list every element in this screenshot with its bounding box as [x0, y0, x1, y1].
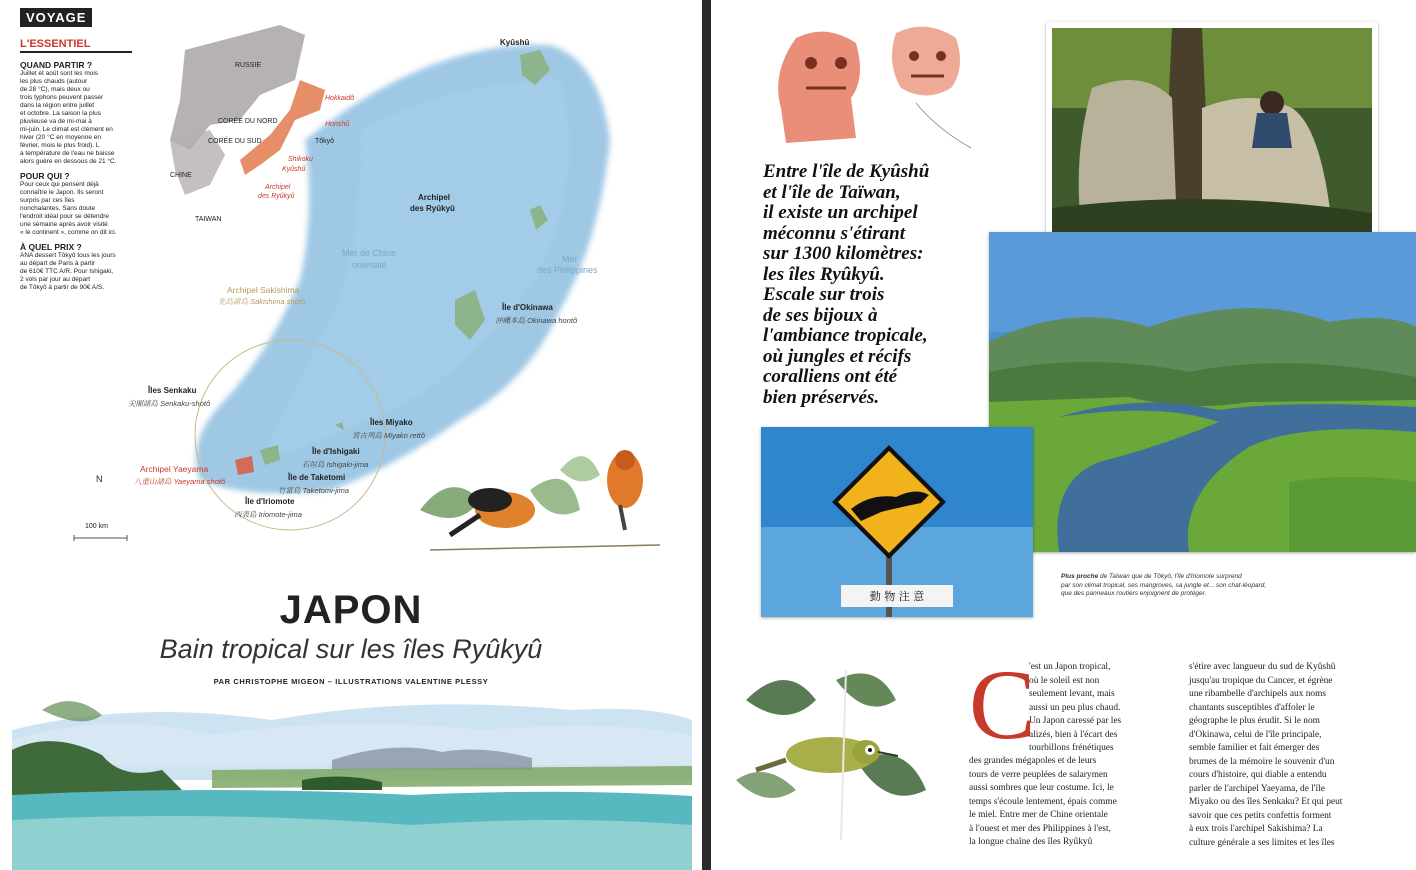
essentiel-line: connaître le Japon. Ils seront: [20, 189, 104, 196]
mangrove-photo: [989, 232, 1416, 552]
caption-line: que des panneaux routiers enjoignent de protéger.: [1061, 590, 1207, 597]
article-line: où le soleil est non: [1029, 675, 1100, 686]
lede-line: Entre l'île de Kyûshû: [763, 161, 930, 182]
label-coree-sud: CORÉE DU SUD: [208, 138, 262, 145]
article-byline: PAR CHRISTOPHE MIGEON – ILLUSTRATIONS VALENTINE PLESSY: [213, 677, 489, 686]
essentiel-line: au départ de Paris à partir: [20, 260, 96, 267]
label-miyako-jp: 宮古列島 Miyako rettô: [352, 431, 425, 440]
article-line: à l'ouest et mer des Philippines à l'est,: [969, 823, 1111, 834]
lede-line: bien préservés.: [763, 386, 880, 408]
article-line: le miel. Entre mer de Chine orientale: [969, 810, 1108, 820]
sign-text: 動 物 注 意: [869, 590, 925, 603]
essentiel-line: les plus chauds (autour: [20, 78, 88, 85]
essentiel-line: nonchalantes. Sans doute: [20, 205, 96, 212]
mangrove-photo-image: [989, 232, 1416, 552]
scale-label: 100 km: [85, 523, 108, 530]
caption-line: de Taïwan que de Tôkyô, l'île d'Iriomote surprend: [1098, 573, 1242, 580]
lede-line: sur 1300 kilomètres:: [763, 243, 924, 264]
article-line: seulement levant, mais: [1029, 689, 1115, 699]
label-archipel-ryukyu-1: Archipel: [418, 193, 451, 202]
article-line: une ribambelle d'archipels aux noms: [1189, 689, 1327, 699]
essentiel-line: 2 vols par jour au départ: [20, 276, 91, 283]
scale-bar-icon: [72, 530, 132, 542]
article-line: Un Japon caressé par les: [1029, 716, 1122, 726]
label-okinawa: Île d'Okinawa: [502, 303, 553, 312]
label-mer-chine-2: orientale: [352, 260, 387, 270]
label-iriomote-jp: 西表島 Iriomote-jima: [234, 510, 302, 519]
essentiel-line: de 610€ TTC A/R. Pour Ishigaki,: [20, 268, 114, 275]
article-line: chantants susceptibles d'affoler le: [1189, 702, 1315, 713]
article-col1-bottom: [969, 755, 1175, 850]
article-line: temps s'écoule lentement, épais comme: [969, 796, 1117, 807]
essentiel-line: l'endroit idéal pour se détendre: [20, 213, 110, 220]
lede-paragraph: [763, 162, 963, 408]
label-tokyo: Tôkyô: [315, 138, 335, 145]
essentiel-line: alors guère en dessous de 21 °C.: [20, 158, 117, 165]
article-line: semble familier et fait émerger des: [1189, 743, 1320, 753]
label-taketomi-jp: 竹富島 Taketomi-jima: [278, 486, 349, 495]
label-senkaku: Îles Senkaku: [148, 386, 197, 395]
essentiel-line: de 28 °C), mais deux ou: [20, 86, 90, 93]
essentiel-line: et octobre. La saison la plus: [20, 110, 101, 117]
label-senkaku-jp: 尖閣諸島 Senkaku-shotô: [128, 399, 211, 408]
label-coree-nord: CORÉE DU NORD: [218, 118, 278, 125]
label-mer-philippines-2: des Philippines: [537, 265, 598, 275]
label-mer-chine-1: Mer de Chine: [342, 248, 397, 258]
sign-photo: [761, 427, 1033, 617]
article-line: jusqu'au tropique du Cancer, et égrène: [1189, 675, 1333, 686]
article-line: des grandes mégapoles et de leurs: [969, 756, 1097, 766]
jungle-photo: [1046, 22, 1378, 252]
lede-line: il existe un archipel: [763, 202, 918, 223]
article-subtitle: Bain tropical sur les îles Ryûkyû: [159, 634, 543, 664]
essentiel-line: de Tôkyô à partir de 90€ A/S.: [20, 284, 105, 291]
article-title: JAPON: [279, 588, 423, 632]
label-hokkaido: Hokkaidô: [325, 95, 355, 102]
label-ishigaki: Île d'Ishigaki: [312, 447, 360, 456]
label-yaeyama-jp: 八重山諸島 Yaeyama shotô: [134, 477, 226, 486]
lede-line: et l'île de Taïwan,: [763, 181, 901, 203]
right-page: [711, 0, 1416, 870]
label-archipel-ryukyu-2: des Ryûkyû: [410, 204, 455, 213]
label-honshu: Honshû: [325, 121, 350, 128]
label-kyushu-inset: Kyûshû: [282, 166, 306, 173]
label-sakishima-jp: 先島諸島 Sakishima shotô: [218, 297, 306, 306]
north-arrow-icon: N: [96, 474, 103, 484]
essentiel-line: mi-juin. Le climat est clément en: [20, 126, 113, 133]
bird-illustration: [410, 430, 680, 570]
lede-line: coralliens ont été: [763, 366, 898, 387]
label-shikoku: Shikoku: [288, 156, 313, 163]
label-chine: CHINE: [170, 172, 192, 179]
label-miyako: Îles Miyako: [370, 418, 413, 427]
white-eye-bird-illustration: [726, 660, 946, 850]
shisa-illustration: [756, 18, 986, 158]
article-line: alizés, bien à l'écart des: [1029, 729, 1118, 740]
drop-cap: C: [969, 649, 1036, 760]
article-line: Miyako ou des îles Senkaku? Et qui peut: [1189, 797, 1343, 807]
label-iriomote: Île d'Iriomote: [245, 497, 295, 506]
article-line: tours de verre peuplées de salarymen: [969, 769, 1108, 780]
essentiel-line: a température de l'eau ne baisse: [20, 150, 115, 157]
label-sakishima: Archipel Sakishima: [227, 285, 300, 295]
article-line: s'étire avec langueur du sud de Kyûshû: [1189, 662, 1336, 672]
essentiel-line: Pour ceux qui pensent déjà: [20, 181, 99, 188]
article-line: parler de l'archipel Yaeyama, de l'île: [1189, 783, 1325, 794]
lede-line: Escale sur trois: [763, 284, 885, 305]
label-yaeyama: Archipel Yaeyama: [140, 464, 209, 474]
article-line: aussi sombres que leur costume. Ici, le: [969, 783, 1114, 793]
label-mer-philippines-1: Mer: [562, 254, 578, 264]
essentiel-line: dans la région entre juillet: [20, 102, 95, 109]
essentiel-line: « le continent », comme on dit ici.: [20, 229, 117, 236]
essentiel-line: février, mois le plus froid). L: [20, 142, 100, 149]
label-archipel-inset-1: Archipel: [265, 184, 291, 191]
article-line: culture générale a ses limites et les îles: [1189, 837, 1335, 848]
essentiel-line: Juillet et août sont les mois: [20, 70, 99, 77]
article-line: aussi un peu plus chaud.: [1029, 702, 1121, 713]
article-line: à eux trois l'archipel Sakishima? La: [1189, 824, 1323, 834]
essentiel-sidebar: [20, 40, 132, 292]
article-line: brumes de la mémoire le souvenir d'un: [1189, 756, 1335, 767]
essentiel-line: trois typhons peuvent passer: [20, 94, 104, 101]
essentiel-heading-when: QUAND PARTIR ?: [20, 60, 93, 70]
article-line: savoir que ces petits confettis forment: [1189, 810, 1332, 821]
article-line: 'est un Japon tropical,: [1029, 662, 1111, 672]
label-taiwan: TAIWAN: [195, 216, 222, 223]
essentiel-heading-price: À QUEL PRIX ?: [20, 242, 82, 252]
article-line: cours d'histoire, qui diable a entendu: [1189, 770, 1327, 780]
article-line: tourbillons frénétiques: [1029, 743, 1114, 753]
essentiel-line: surpris par ces îles: [20, 197, 75, 204]
article-line: la longue chaîne des îles Ryûkyû: [969, 837, 1093, 847]
lede-line: l'ambiance tropicale,: [763, 325, 928, 346]
label-taketomi: Île de Taketomi: [288, 473, 346, 482]
article-col1-top: [1029, 661, 1175, 756]
lagoon-watercolor: [12, 690, 692, 870]
label-ishigaki-jp: 石垣島 Ishigaki-jima: [302, 460, 369, 469]
article-line: d'Okinawa, celui de l'île principale,: [1189, 729, 1322, 740]
photo-caption: [1061, 573, 1321, 599]
caption-line: par son climat tropical, ses mangroves, sa jungle et... son chat-léopard,: [1061, 581, 1267, 589]
essentiel-line: hiver (20 °C en moyenne en: [20, 134, 102, 141]
lede-line: méconnu s'étirant: [763, 222, 905, 244]
label-archipel-inset-2: des Ryûkyû: [258, 193, 295, 200]
essentiel-heading-who: POUR QUI ?: [20, 171, 70, 181]
lede-line: où jungles et récifs: [763, 345, 912, 367]
left-page: [0, 0, 702, 870]
essentiel-title: L'ESSENTIEL: [20, 40, 132, 53]
lede-line: de ses bijoux à: [763, 304, 878, 326]
label-kyushu: Kyûshû: [500, 38, 530, 47]
article-line: géographe le plus érudit. Si le nom: [1189, 716, 1320, 726]
caption-lead: Plus proche: [1061, 573, 1099, 580]
jungle-photo-image: [1052, 28, 1372, 246]
essentiel-line: pluvieuse va de mi-mai à: [20, 118, 92, 125]
label-russie: RUSSIE: [235, 62, 262, 69]
lede-line: les îles Ryûkyû.: [763, 263, 885, 285]
article-col2: [1189, 661, 1397, 850]
label-okinawa-jp: 沖縄本島 Okinawa hontô: [495, 316, 578, 325]
essentiel-line: une semaine après avoir visité: [20, 221, 108, 228]
essentiel-line: ANA dessert Tôkyô tous les jours: [20, 252, 116, 259]
section-tag: VOYAGE: [20, 8, 92, 27]
